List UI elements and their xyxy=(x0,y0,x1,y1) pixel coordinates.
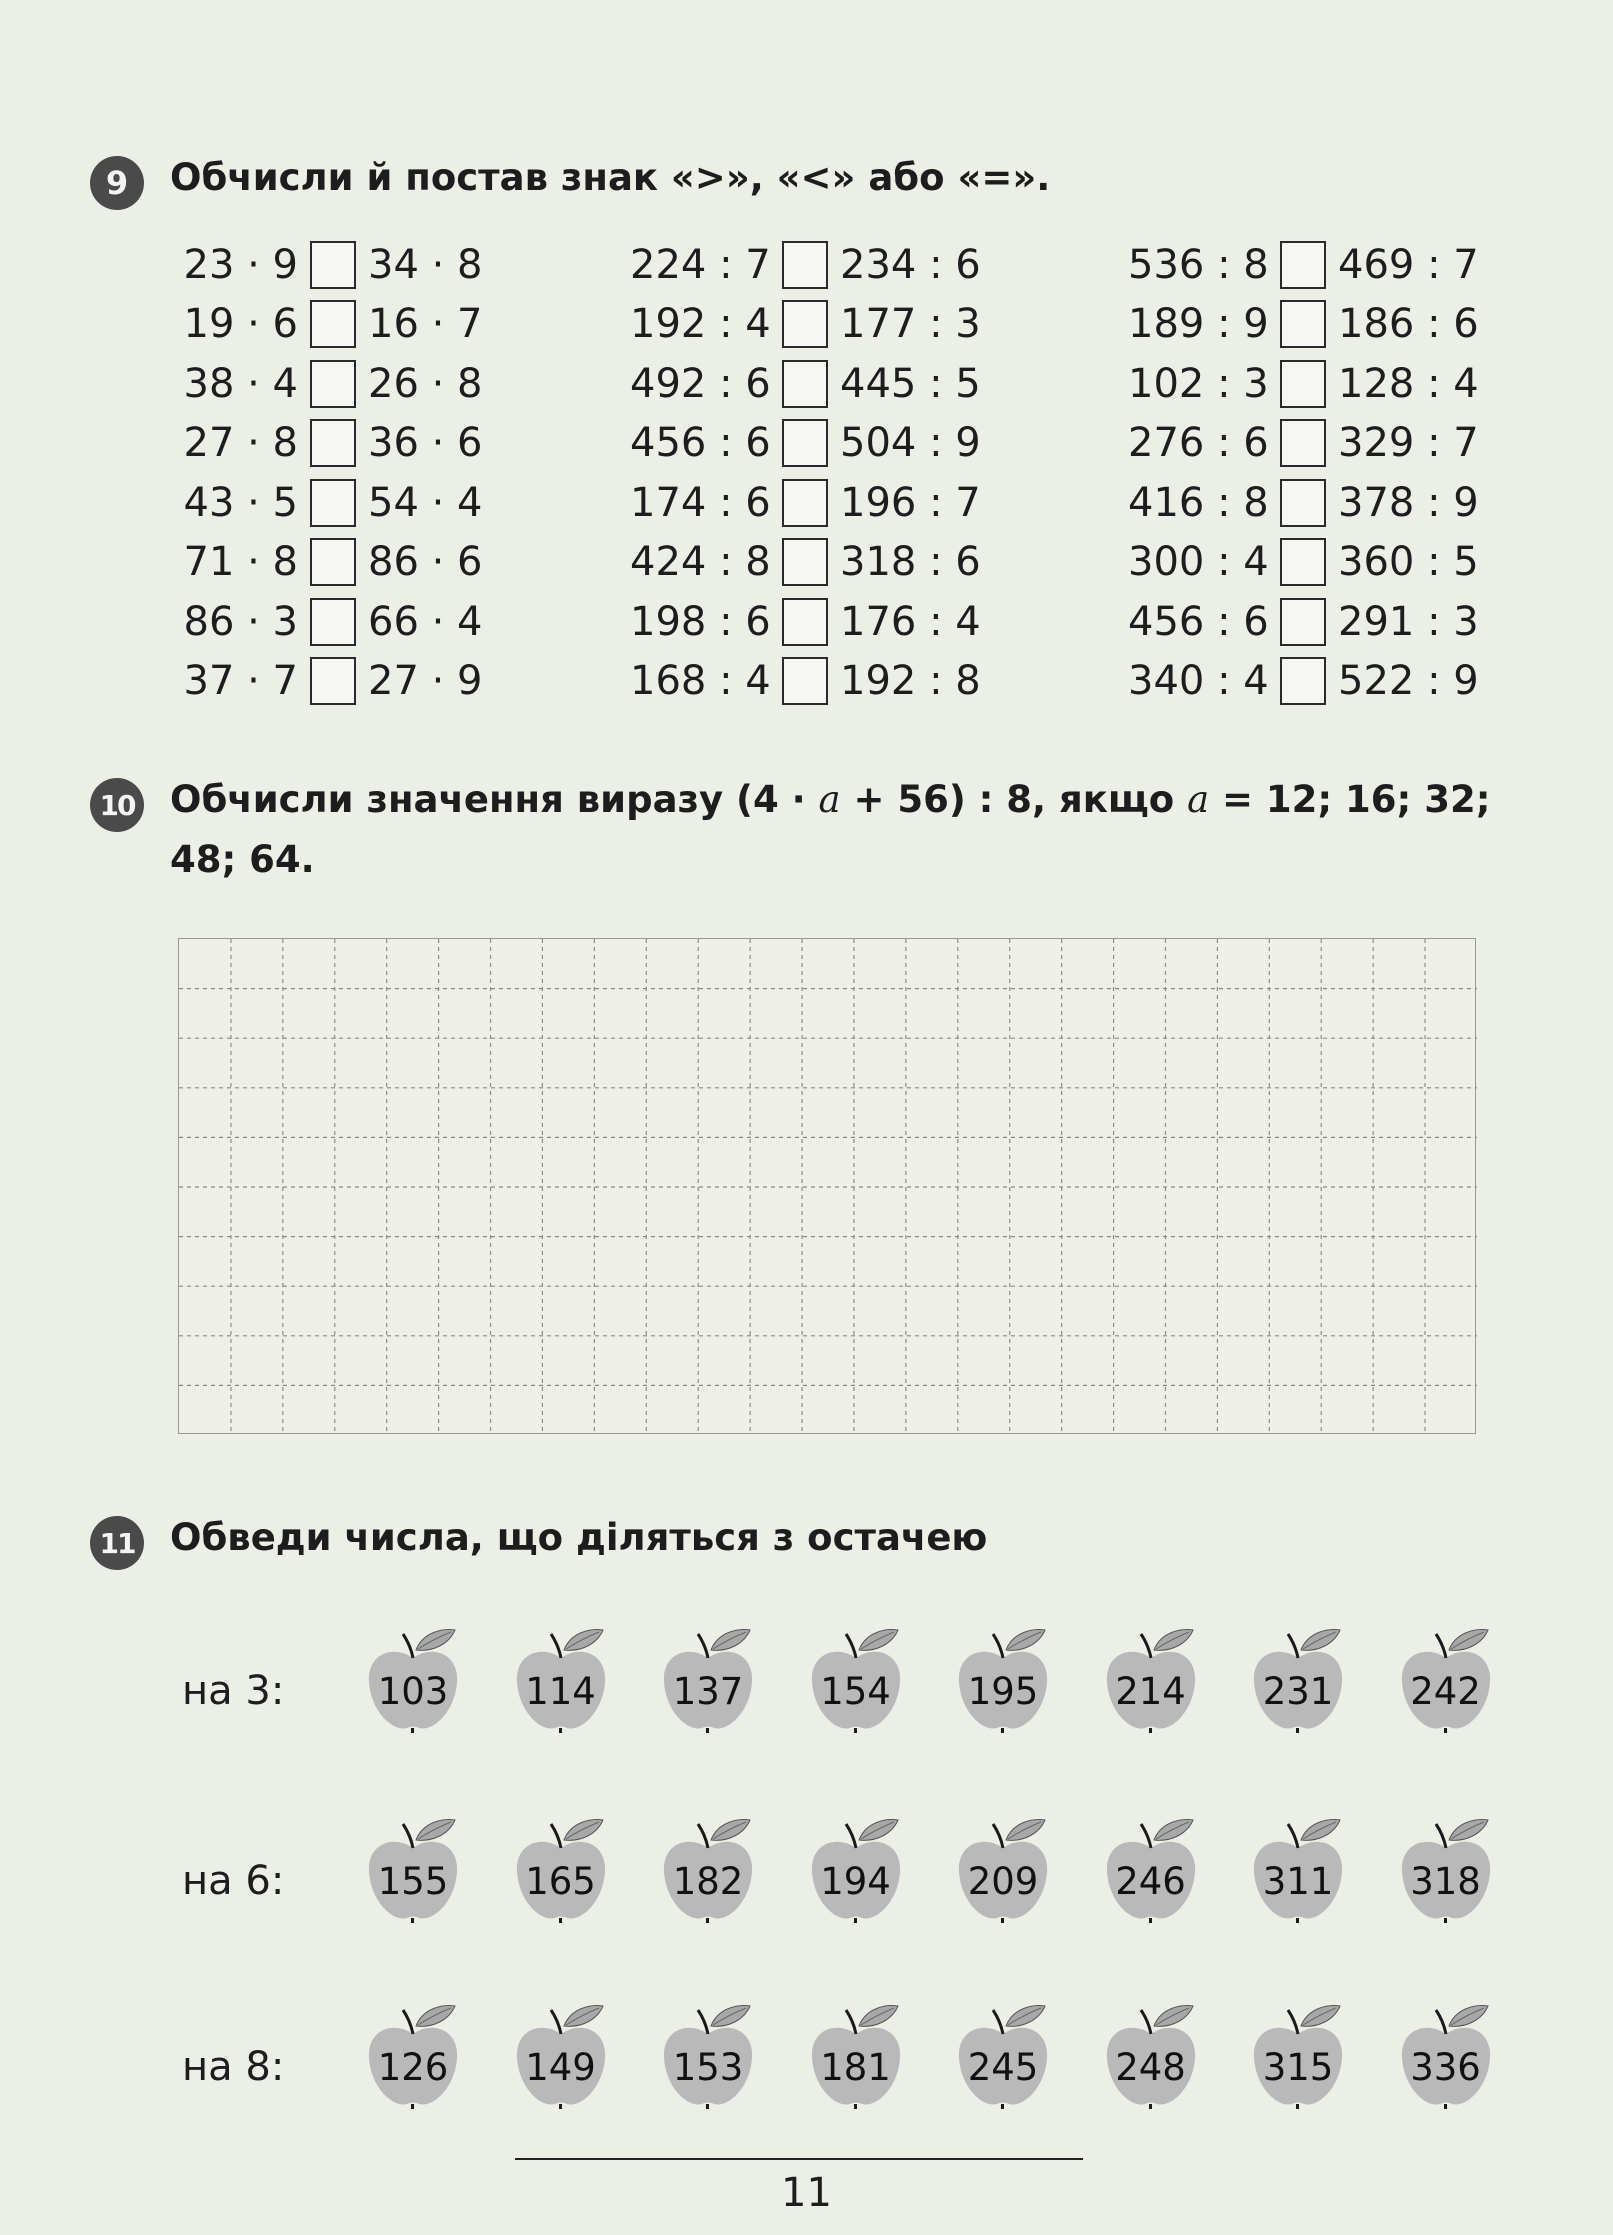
sign-answer-box[interactable] xyxy=(310,241,356,289)
comparison-row xyxy=(630,473,981,533)
left-expression: 416 : 8 xyxy=(1128,479,1269,526)
comparison-row xyxy=(180,354,483,414)
apple-number-label: 149 xyxy=(525,2046,596,2089)
divisor-label: на 3: xyxy=(182,1668,285,1714)
sign-answer-box[interactable] xyxy=(1280,419,1326,467)
comparison-row xyxy=(180,592,483,652)
apple-number-label: 311 xyxy=(1262,1860,1334,1903)
left-expression: 424 : 8 xyxy=(630,539,771,586)
apple-number[interactable] xyxy=(806,1996,906,2116)
apple-number[interactable] xyxy=(1248,1996,1348,2116)
right-expression: 86 · 6 xyxy=(368,539,483,586)
apple-number-label: 248 xyxy=(1115,2046,1186,2089)
left-expression: 456 : 6 xyxy=(1128,598,1269,645)
sign-answer-box[interactable] xyxy=(1280,538,1326,586)
sign-answer-box[interactable] xyxy=(1280,300,1326,348)
task-9-column-1 xyxy=(180,235,483,711)
left-expression: 198 : 6 xyxy=(630,598,771,645)
right-expression: 522 : 9 xyxy=(1338,658,1479,705)
apple-number-label: 153 xyxy=(672,2046,744,2089)
left-expression: 224 : 7 xyxy=(630,241,771,288)
apple-number-label: 165 xyxy=(525,1860,596,1903)
sign-answer-box[interactable] xyxy=(782,657,828,705)
left-expression: 27 · 8 xyxy=(183,420,298,467)
sign-answer-box[interactable] xyxy=(1280,657,1326,705)
apple-number-label: 214 xyxy=(1115,1670,1186,1713)
task-11-title: Обведи числа, що діляться з остачею xyxy=(170,1516,988,1559)
right-expression: 196 : 7 xyxy=(840,479,981,526)
sign-answer-box[interactable] xyxy=(782,360,828,408)
right-expression: 36 · 6 xyxy=(368,420,483,467)
right-expression: 128 : 4 xyxy=(1338,360,1479,407)
comparison-row xyxy=(1128,652,1479,712)
apple-number[interactable] xyxy=(806,1810,906,1930)
left-expression: 71 · 8 xyxy=(183,539,298,586)
left-expression: 102 : 3 xyxy=(1128,360,1269,407)
comparison-row xyxy=(630,354,981,414)
left-expression: 536 : 8 xyxy=(1128,241,1269,288)
right-expression: 234 : 6 xyxy=(840,241,981,288)
sign-answer-box[interactable] xyxy=(782,419,828,467)
apple-number-label: 137 xyxy=(672,1670,744,1713)
right-expression: 16 · 7 xyxy=(368,301,483,348)
task-11-header xyxy=(90,1516,988,1570)
apple-number-label: 126 xyxy=(377,2046,449,2089)
apple-number[interactable] xyxy=(363,1620,463,1740)
variable-a: a xyxy=(818,778,841,821)
sign-answer-box[interactable] xyxy=(782,479,828,527)
apple-number[interactable] xyxy=(953,1996,1053,2116)
sign-answer-box[interactable] xyxy=(310,419,356,467)
apple-number-label: 114 xyxy=(525,1670,596,1713)
right-expression: 34 · 8 xyxy=(368,241,483,288)
right-expression: 318 : 6 xyxy=(840,539,981,586)
left-expression: 168 : 4 xyxy=(630,658,771,705)
sign-answer-box[interactable] xyxy=(310,479,356,527)
apple-number-label: 181 xyxy=(820,2046,891,2089)
comparison-row xyxy=(1128,295,1479,355)
comparison-row xyxy=(180,652,483,712)
comparison-row xyxy=(630,652,981,712)
left-expression: 19 · 6 xyxy=(183,301,298,348)
right-expression: 177 : 3 xyxy=(840,301,981,348)
left-expression: 192 : 4 xyxy=(630,301,771,348)
comparison-row xyxy=(630,592,981,652)
left-expression: 456 : 6 xyxy=(630,420,771,467)
apple-number-label: 245 xyxy=(967,2046,1039,2089)
apple-number[interactable] xyxy=(1396,1620,1496,1740)
right-expression: 378 : 9 xyxy=(1338,479,1479,526)
right-expression: 54 · 4 xyxy=(368,479,483,526)
apple-number[interactable] xyxy=(1396,1810,1496,1930)
apple-number[interactable] xyxy=(511,1620,611,1740)
left-expression: 189 : 9 xyxy=(1128,301,1269,348)
apple-number[interactable] xyxy=(1101,1620,1201,1740)
sign-answer-box[interactable] xyxy=(782,241,828,289)
apple-number[interactable] xyxy=(658,1620,758,1740)
right-expression: 176 : 4 xyxy=(840,598,981,645)
sign-answer-box[interactable] xyxy=(782,538,828,586)
footer-divider xyxy=(515,2158,1083,2160)
variable-a: a xyxy=(1187,778,1210,821)
left-expression: 86 · 3 xyxy=(183,598,298,645)
comparison-row xyxy=(630,414,981,474)
task-10-number-badge: 10 xyxy=(90,778,144,832)
sign-answer-box[interactable] xyxy=(310,300,356,348)
apple-number[interactable] xyxy=(363,1996,463,2116)
apple-number[interactable] xyxy=(806,1620,906,1740)
right-expression: 186 : 6 xyxy=(1338,301,1479,348)
right-expression: 445 : 5 xyxy=(840,360,981,407)
right-expression: 469 : 7 xyxy=(1338,241,1479,288)
right-expression: 26 · 8 xyxy=(368,360,483,407)
apple-number-label: 209 xyxy=(967,1860,1039,1903)
sign-answer-box[interactable] xyxy=(1280,360,1326,408)
left-expression: 492 : 6 xyxy=(630,360,771,407)
apple-number[interactable] xyxy=(511,1996,611,2116)
sign-answer-box[interactable] xyxy=(1280,241,1326,289)
comparison-row xyxy=(1128,235,1479,295)
left-expression: 340 : 4 xyxy=(1128,658,1269,705)
apple-number[interactable] xyxy=(1396,1996,1496,2116)
apple-number-label: 315 xyxy=(1262,2046,1334,2089)
comparison-row xyxy=(1128,414,1479,474)
comparison-row xyxy=(1128,354,1479,414)
comparison-row xyxy=(630,235,981,295)
task-9-column-2 xyxy=(630,235,981,711)
apple-number-label: 182 xyxy=(672,1860,744,1903)
left-expression: 174 : 6 xyxy=(630,479,771,526)
apple-number[interactable] xyxy=(511,1810,611,1930)
apple-number[interactable] xyxy=(363,1810,463,1930)
sign-answer-box[interactable] xyxy=(310,657,356,705)
task-9-header xyxy=(90,156,1051,210)
apple-number[interactable] xyxy=(1101,1810,1201,1930)
comparison-row xyxy=(180,235,483,295)
sign-answer-box[interactable] xyxy=(310,360,356,408)
task-11-number-badge: 11 xyxy=(90,1516,144,1570)
comparison-row xyxy=(180,295,483,355)
apple-number-label: 336 xyxy=(1410,2046,1481,2089)
apple-number[interactable] xyxy=(953,1810,1053,1930)
apple-number[interactable] xyxy=(658,1996,758,2116)
answer-grid[interactable] xyxy=(178,938,1476,1434)
sign-answer-box[interactable] xyxy=(782,598,828,646)
grid-lines xyxy=(179,939,1477,1435)
right-expression: 27 · 9 xyxy=(368,658,483,705)
right-expression: 329 : 7 xyxy=(1338,420,1479,467)
right-expression: 504 : 9 xyxy=(840,420,981,467)
comparison-row xyxy=(630,533,981,593)
right-expression: 291 : 3 xyxy=(1338,598,1479,645)
task-10-title xyxy=(170,770,1500,890)
sign-answer-box[interactable] xyxy=(310,538,356,586)
apple-number-label: 154 xyxy=(820,1670,891,1713)
comparison-row xyxy=(180,473,483,533)
comparison-row xyxy=(630,295,981,355)
left-expression: 43 · 5 xyxy=(183,479,298,526)
sign-answer-box[interactable] xyxy=(1280,479,1326,527)
apple-number-label: 242 xyxy=(1410,1670,1481,1713)
task-10-title-part: Обчисли значення виразу (4 · xyxy=(170,778,819,821)
apple-number[interactable] xyxy=(1248,1620,1348,1740)
apple-number[interactable] xyxy=(1248,1810,1348,1930)
comparison-row xyxy=(1128,533,1479,593)
sign-answer-box[interactable] xyxy=(782,300,828,348)
apple-number[interactable] xyxy=(953,1620,1053,1740)
task-9-number-badge: 9 xyxy=(90,156,144,210)
sign-answer-box[interactable] xyxy=(310,598,356,646)
task-10-title-part: = 12; 16; 32; 48; 64. xyxy=(170,778,1491,881)
apple-number-label: 246 xyxy=(1115,1860,1186,1903)
divisor-label: на 6: xyxy=(182,1858,285,1904)
right-expression: 192 : 8 xyxy=(840,658,981,705)
apple-number-label: 318 xyxy=(1410,1860,1481,1903)
apple-number-label: 194 xyxy=(820,1860,891,1903)
left-expression: 276 : 6 xyxy=(1128,420,1269,467)
task-10-header xyxy=(90,778,1500,890)
apple-number-label: 103 xyxy=(377,1670,449,1713)
sign-answer-box[interactable] xyxy=(1280,598,1326,646)
task-10-title-part: + 56) : 8, якщо xyxy=(840,778,1188,821)
task-9-title: Обчисли й постав знак «>», «<» або «=». xyxy=(170,156,1051,199)
left-expression: 23 · 9 xyxy=(183,241,298,288)
apple-number-label: 155 xyxy=(377,1860,449,1903)
comparison-row xyxy=(1128,592,1479,652)
comparison-row xyxy=(180,533,483,593)
apple-number-label: 195 xyxy=(967,1670,1039,1713)
page-number: 11 xyxy=(781,2170,832,2216)
task-9-column-3 xyxy=(1128,235,1479,711)
right-expression: 66 · 4 xyxy=(368,598,483,645)
divisor-label: на 8: xyxy=(182,2044,285,2090)
apple-number[interactable] xyxy=(1101,1996,1201,2116)
left-expression: 300 : 4 xyxy=(1128,539,1269,586)
apple-number[interactable] xyxy=(658,1810,758,1930)
apple-number-label: 231 xyxy=(1262,1670,1334,1713)
right-expression: 360 : 5 xyxy=(1338,539,1479,586)
left-expression: 38 · 4 xyxy=(183,360,298,407)
left-expression: 37 · 7 xyxy=(183,658,298,705)
comparison-row xyxy=(180,414,483,474)
comparison-row xyxy=(1128,473,1479,533)
